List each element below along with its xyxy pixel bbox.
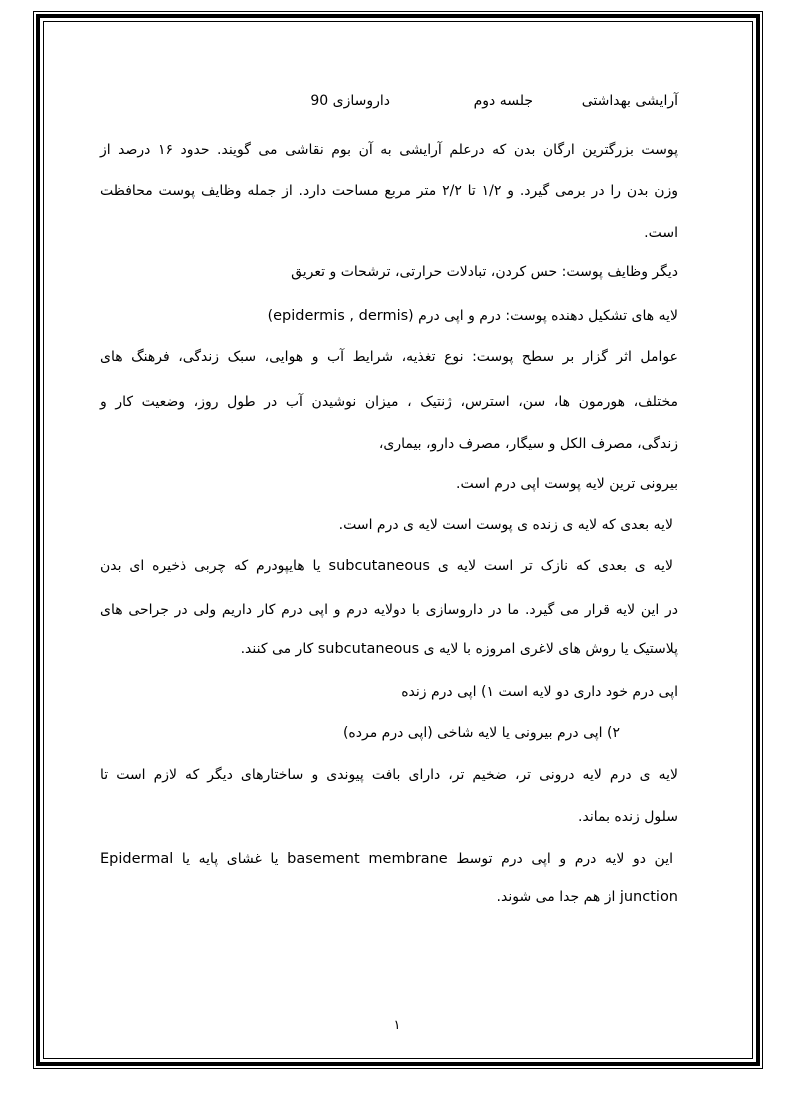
page-number: ۱ <box>393 1018 401 1033</box>
paragraph-line: لایه ی درم لایه درونی تر، ضخیم تر، دارای بافت پیوندی و ساختارهای دیگر که لازم است تا <box>100 767 678 783</box>
latin-term: subcutaneous <box>317 641 420 657</box>
paragraph-line: سلول زنده بماند. <box>578 809 678 825</box>
latin-term: junction <box>619 889 678 905</box>
paragraph-line: زندگی، مصرف الکل و سیگار، مصرف دارو، بیماری، <box>378 436 678 452</box>
paragraph-line: بیرونی ترین لایه پوست اپی درم است. <box>456 476 678 492</box>
paragraph-line <box>100 846 673 872</box>
class-label: داروسازی 90 <box>310 93 390 109</box>
latin-term: Epidermal <box>100 851 174 867</box>
paragraph-line: وزن بدن را در برمی گیرد. و ۱/۲ تا ۲/۲ متر مربع مساحت دارد. از جمله وظایف پوست محافظت <box>100 183 678 199</box>
paragraph-line <box>100 303 678 329</box>
paragraph-line: پوست بزرگترین ارگان بدن که درعلم آرایشی به آن بوم نقاشی می گویند. حدود ۱۶ درصد از <box>100 142 678 158</box>
paragraph-line <box>100 553 673 579</box>
course-title: آرایشی بهداشتی <box>581 93 678 109</box>
text-segment: لایه های تشکیل دهنده پوست: درم و اپی درم ( <box>408 308 678 324</box>
text-segment: کار می کنند. <box>240 641 314 657</box>
session-label: جلسه دوم <box>473 93 533 109</box>
text-segment: این دو لایه درم و اپی درم توسط <box>456 851 673 867</box>
paragraph-line: عوامل اثر گزار بر سطح پوست: نوع تغذیه، شرایط آب و هوایی، سبک زندگی، فرهنگ های <box>100 349 678 365</box>
text-segment: پلاستیک یا روش های لاغری امروزه با لایه ی <box>423 641 678 657</box>
text-segment: ) <box>267 308 274 324</box>
text-segment: لایه ی بعدی که نازک تر است لایه ی <box>437 558 674 574</box>
paragraph-line: در این لایه قرار می گیرد. ما در داروسازی با دولایه درم و اپی درم کار داریم ولی در جراحی های <box>100 602 678 618</box>
text-segment: از هم جدا می شوند. <box>496 889 616 905</box>
latin-term: basement membrane <box>287 851 448 867</box>
paragraph-line: است. <box>644 225 678 241</box>
paragraph-line: لایه بعدی که لایه ی زنده ی پوست است لایه ی درم است. <box>338 517 673 533</box>
paragraph-line <box>100 636 678 662</box>
text-segment: یا غشای پایه یا <box>181 851 279 867</box>
paragraph-line: اپی درم خود داری دو لایه است ۱) اپی درم زنده <box>401 684 678 700</box>
paragraph-line: مختلف، هورمون ها، سن، استرس، ژنتیک ، میزان نوشیدن آب در طول روز، وضعیت کار و <box>100 394 678 410</box>
paragraph-line: دیگر وظایف پوست: حس کردن، تبادلات حرارتی، ترشحات و تعریق <box>291 264 678 280</box>
latin-term: subcutaneous <box>328 558 430 574</box>
latin-term: epidermis , dermis <box>273 308 409 324</box>
text-segment: یا هایپودرم که چربی ذخیره ای بدن <box>100 558 321 574</box>
paragraph-line <box>100 884 678 910</box>
paragraph-line: ۲) اپی درم بیرونی یا لایه شاخی (اپی درم مرده) <box>342 725 620 741</box>
document-body <box>100 0 678 1103</box>
